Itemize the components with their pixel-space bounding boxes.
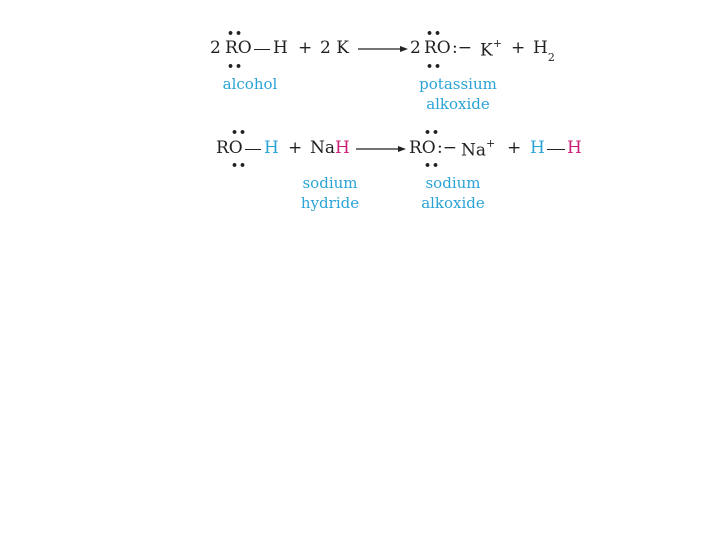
lone-pair-dots: •• — [227, 60, 244, 73]
label-sodium-hydride: sodium hydride — [300, 174, 360, 212]
lone-pair-dots: •• — [424, 159, 441, 172]
anion-charge: :− — [437, 138, 457, 158]
plus-sign: + — [511, 38, 526, 58]
label-alcohol: alcohol — [222, 75, 278, 93]
lone-pair-dots: •• — [227, 27, 244, 40]
lone-pair-dots: •• — [426, 60, 443, 73]
h-h-bond — [547, 149, 565, 150]
plus-sign: + — [507, 138, 522, 158]
potassium-cation: K+ — [480, 37, 502, 61]
anion-charge: :− — [452, 38, 472, 58]
reaction-arrow — [358, 43, 408, 55]
lone-pair-dots: •• — [424, 126, 441, 139]
hydrogen-left: H — [530, 138, 545, 158]
o-h-bond — [254, 49, 270, 50]
coefficient: 2 — [410, 38, 421, 58]
coefficient: 2 — [210, 38, 221, 58]
alkyl-oxygen: RO — [225, 38, 252, 58]
hydrogen: H — [264, 138, 279, 158]
alkoxide-oxygen: RO — [409, 138, 436, 158]
hydrogen-right: H — [567, 138, 582, 158]
plus-sign: + — [298, 38, 313, 58]
lone-pair-dots: •• — [231, 126, 248, 139]
hydrogen-gas: $H_2$ — [533, 38, 555, 65]
lone-pair-dots: •• — [426, 27, 443, 40]
sodium-cation: Na+ — [461, 137, 496, 161]
alkoxide-oxygen: RO — [424, 38, 451, 58]
hydrogen: H — [273, 38, 288, 58]
potassium-reagent: 2 K — [320, 38, 349, 58]
lone-pair-dots: •• — [231, 159, 248, 172]
alkyl-oxygen: RO — [216, 138, 243, 158]
reaction-arrow — [356, 143, 406, 155]
sodium-hydride: NaH — [310, 138, 350, 158]
label-sodium-alkoxide: sodium alkoxide — [421, 174, 485, 212]
o-h-bond — [245, 149, 261, 150]
plus-sign: + — [288, 138, 303, 158]
label-potassium-alkoxide: potassium alkoxide — [419, 75, 497, 113]
